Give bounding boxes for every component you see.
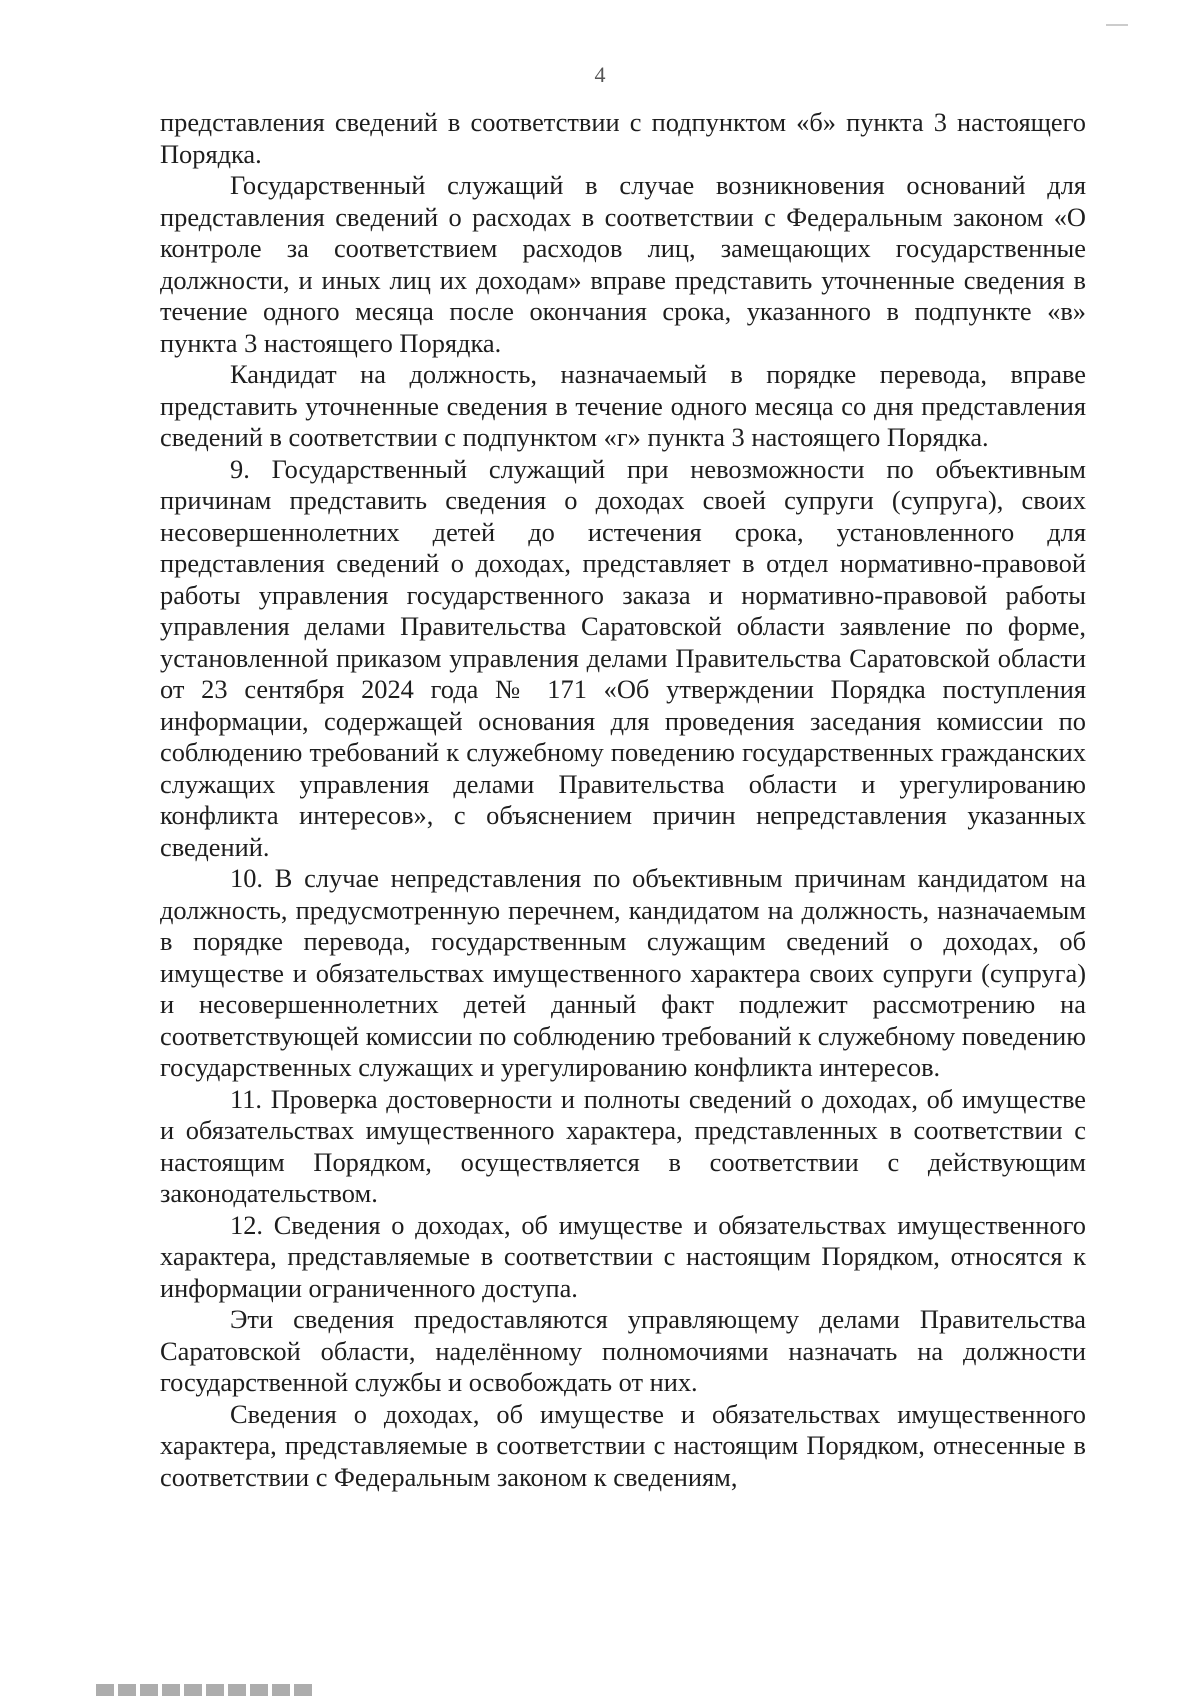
paragraph: Государственный служащий в случае возникновения оснований для представления сведений о расходах в соответствии с Федеральным законом «О контроле за соответствием расходов лиц, замещающих государственные должности, и иных лиц их доходам» вправе представить уточненные сведения в течение одного месяца после окончания срока, указанного в подпункте «в» пункта 3 настоящего Порядка. [160, 170, 1086, 358]
paragraph: Эти сведения предоставляются управляющему делами Правительства Саратовской области, наделённому полномочиями назначать на должности государственной службы и освобождать от них. [160, 1304, 1086, 1397]
paragraph-item-11: 11. Проверка достоверности и полноты сведений о доходах, об имуществе и обязательствах имущественного характера, представленных в соответствии с настоящим Порядком, осуществляется в соответствии с действующим законодательством. [160, 1083, 1086, 1208]
paragraph-item-10: 10. В случае непредставления по объективным причинам кандидатом на должность, предусмотренную перечнем, кандидатом на должность, назначаемым в порядке перевода, государственным служащим сведений о доходах, об имуществе и обязательствах имущественного характера своих супруги (супруга) и несовершеннолетних детей данный факт подлежит рассмотрению на соответствующей комиссии по соблюдению требований к служебному поведению государственных служащих и урегулированию конфликта интересов. [160, 863, 1086, 1082]
scan-artifact [1106, 24, 1128, 26]
paragraph-item-9: 9. Государственный служащий при невозможности по объективным причинам представить сведения о доходах своей супруги (супруга), своих несовершеннолетних детей до истечения срока, установленного для представления сведений о доходах, представляет в отдел нормативно-правовой работы управления государственного заказа и нормативно-правовой работы управления делами Правительства Саратовской области заявление по форме, установленной приказом управления делами Правительства Саратовской области от 23 сентября 2024 года № 171 «Об утверждении Порядка поступления информации, содержащей основания для проведения заседания комиссии по соблюдению требований к служебному поведению государственных гражданских служащих управления делами Правительства области и урегулированию конфликта интересов», с объяснением причин непредставления указанных сведений. [160, 453, 1086, 862]
paragraph: Сведения о доходах, об имуществе и обязательствах имущественного характера, представляемые в соответствии с настоящим Порядком, отнесенные в соответствии с Федеральным законом к сведениям, [160, 1398, 1086, 1492]
scan-footer-artifact [96, 1684, 316, 1696]
paragraph: Кандидат на должность, назначаемый в порядке перевода, вправе представить уточненные сведения в течение одного месяца со дня представления сведений в соответствии с подпунктом «г» пункта 3 настоящего Порядка. [160, 359, 1086, 452]
paragraph-item-12: 12. Сведения о доходах, об имуществе и обязательствах имущественного характера, представляемые в соответствии с настоящим Порядком, относятся к информации ограниченного доступа. [160, 1209, 1086, 1303]
document-body [160, 107, 1086, 1493]
page-number: 4 [594, 62, 606, 87]
paragraph: представления сведений в соответствии с подпунктом «б» пункта 3 настоящего Порядка. [160, 107, 1086, 169]
